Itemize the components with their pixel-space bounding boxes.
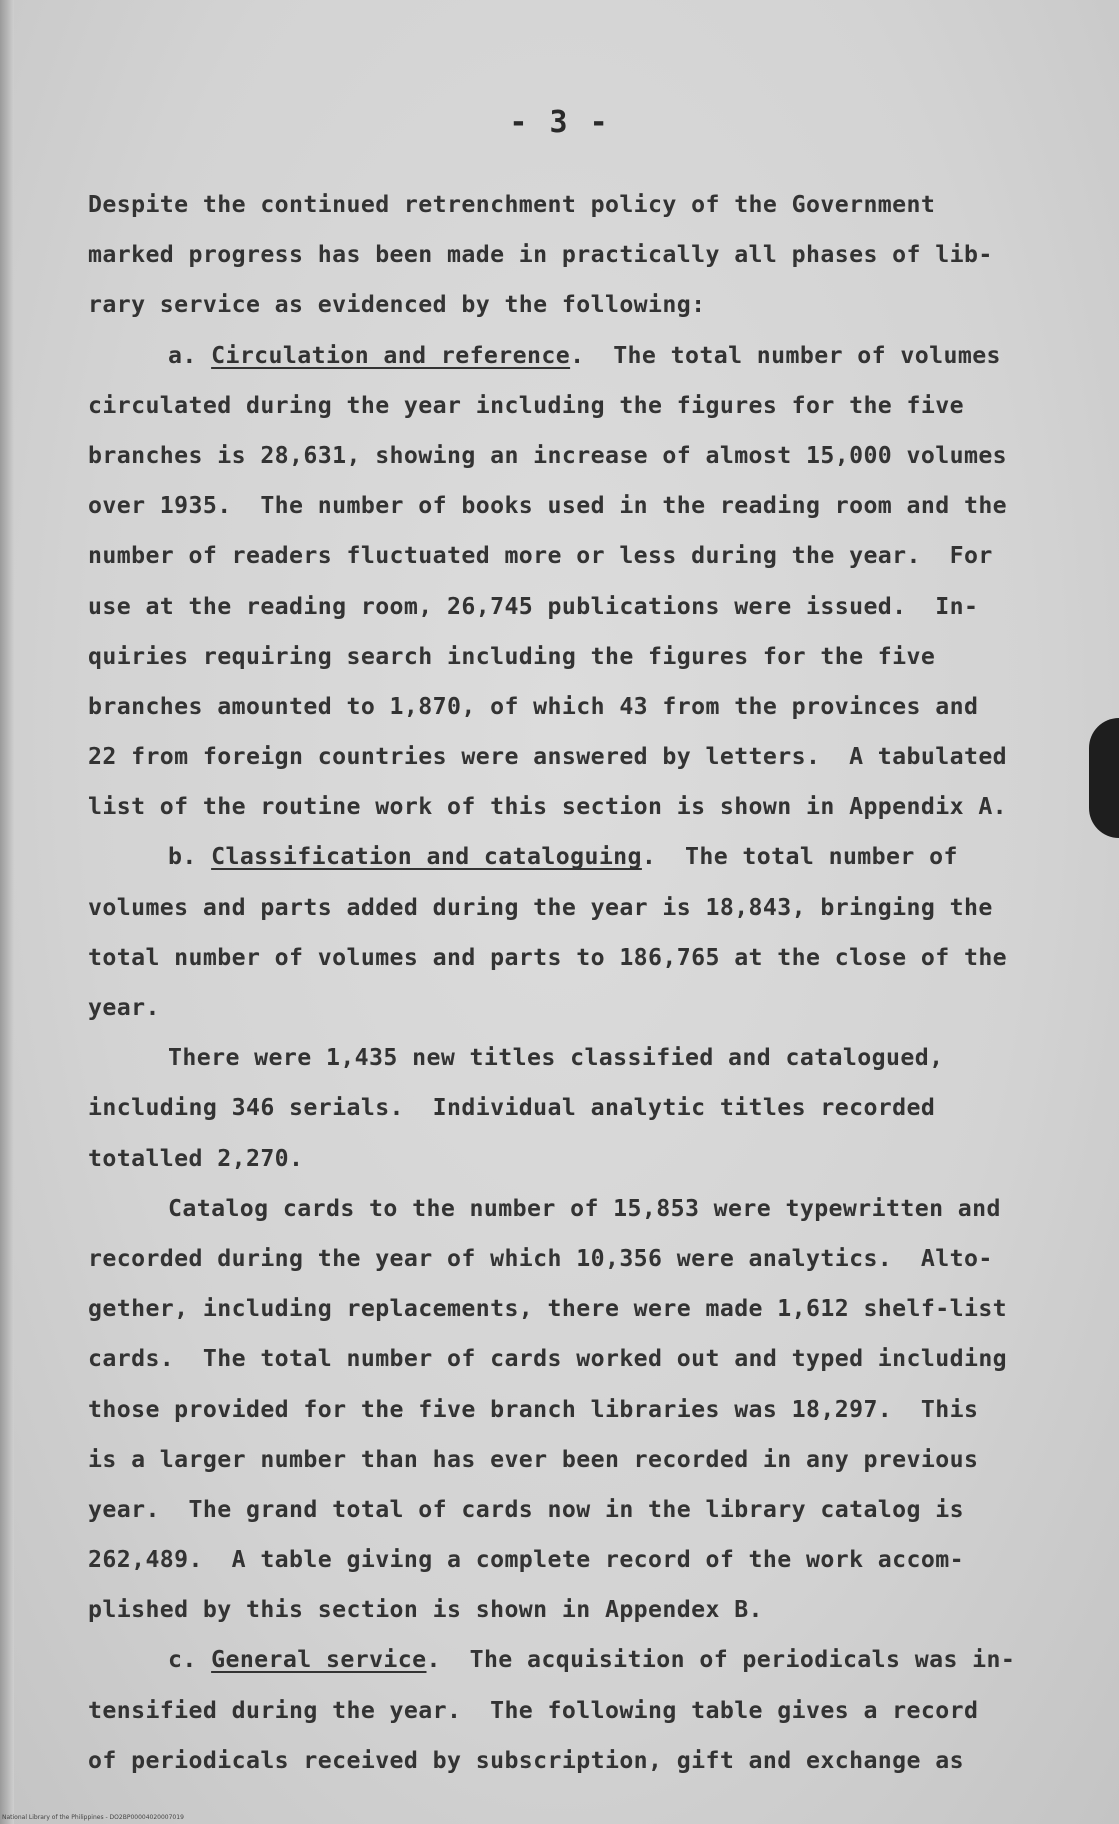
text-line: use at the reading room, 26,745 publications were issued. In-: [88, 592, 979, 620]
text-line: tensified during the year. The following table gives a record: [88, 1696, 979, 1724]
text-line: year. The grand total of cards now in the library catalog is: [88, 1495, 964, 1523]
text-line: is a larger number than has ever been recorded in any previous: [88, 1445, 979, 1473]
section-c-heading: General service: [211, 1646, 427, 1674]
page-number: - 3 -: [509, 105, 610, 140]
text-line: including 346 serials. Individual analytic titles recorded: [88, 1094, 936, 1122]
section-a-prefix: a.: [168, 341, 212, 369]
body-text: [88, 180, 1078, 1786]
text-line: 262,489. A table giving a complete record of the work accom-: [88, 1546, 964, 1574]
section-c-prefix: c.: [168, 1646, 212, 1674]
text-line: number of readers fluctuated more or less during the year. For: [88, 542, 993, 570]
text-line: circulated during the year including the figures for the five: [88, 391, 964, 419]
text-line: over 1935. The number of books used in the reading room and the: [88, 492, 1008, 520]
text-line: gether, including replacements, there were made 1,612 shelf-list: [88, 1295, 1008, 1323]
section-b-rest: . The total number of: [641, 843, 958, 871]
section-c-rest: . The acquisition of periodicals was in-: [426, 1646, 1016, 1674]
text-line: cards. The total number of cards worked out and typed including: [88, 1345, 1008, 1373]
section-a-heading: Circulation and reference: [211, 341, 571, 369]
text-line: those provided for the five branch libraries was 18,297. This: [88, 1395, 979, 1423]
text-line: marked progress has been made in practically all phases of lib-: [88, 241, 993, 269]
text-line: Catalog cards to the number of 15,853 were typewritten and: [168, 1194, 1001, 1222]
text-line: branches is 28,631, showing an increase of almost 15,000 volumes: [88, 441, 1008, 469]
archive-footer: National Library of the Philippines - DO2BP00004020007019: [2, 1814, 184, 1821]
text-line: recorded during the year of which 10,356 were analytics. Alto-: [88, 1244, 993, 1272]
section-b-prefix: b.: [168, 843, 212, 871]
text-line: total number of volumes and parts to 186,765 at the close of the: [88, 943, 1008, 971]
text-line: volumes and parts added during the year is 18,843, bringing the: [88, 893, 993, 921]
binder-clip: [1089, 718, 1119, 838]
text-line: branches amounted to 1,870, of which 43 from the provinces and: [88, 692, 979, 720]
section-c-line: [88, 1635, 1078, 1685]
section-b-heading: Classification and cataloguing: [211, 843, 642, 871]
text-line: Despite the continued retrenchment policy of the Government: [88, 191, 936, 218]
section-b-line: [88, 832, 1078, 882]
text-line: plished by this section is shown in Appendex B.: [88, 1596, 763, 1624]
section-a-rest: . The total number of volumes: [570, 341, 1001, 369]
text-line: list of the routine work of this section is shown in Appendix A.: [88, 793, 1008, 821]
section-a-line: [88, 331, 1078, 381]
text-line: of periodicals received by subscription, gift and exchange as: [88, 1746, 964, 1774]
page-edge-shadow: [0, 0, 14, 1824]
text-line: quiries requiring search including the figures for the five: [88, 642, 936, 670]
text-line: year.: [88, 994, 160, 1021]
text-line: 22 from foreign countries were answered by letters. A tabulated: [88, 743, 1008, 771]
text-line: totalled 2,270.: [88, 1144, 304, 1172]
text-line: rary service as evidenced by the following:: [88, 291, 706, 319]
text-line: There were 1,435 new titles classified and catalogued,: [168, 1044, 944, 1072]
